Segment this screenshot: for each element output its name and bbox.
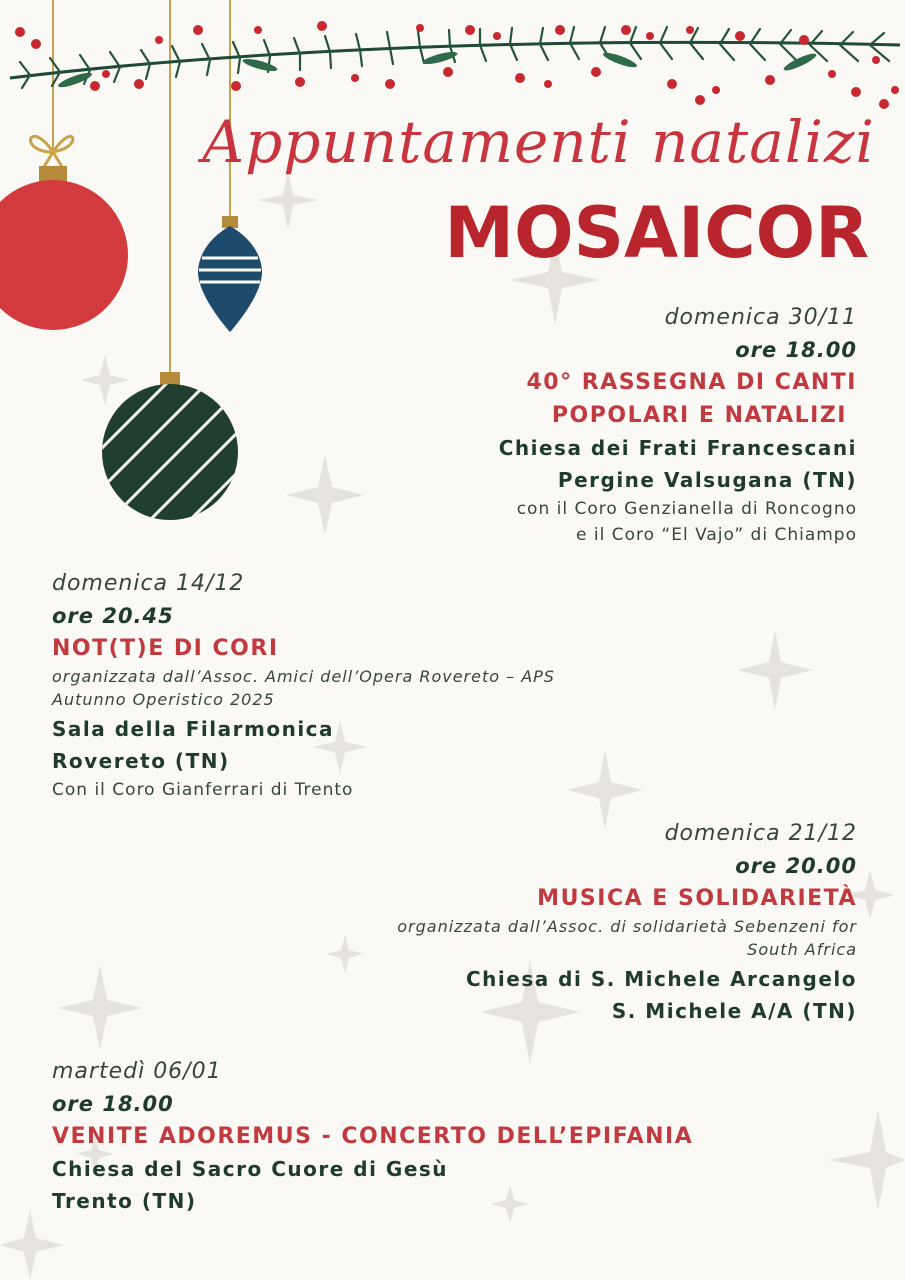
event-note-line: con il Coro Genzianella di Roncogno [516, 499, 857, 519]
event-note-line: e il Coro “El Vajo” di Chiampo [576, 525, 857, 545]
event-21-12 [397, 818, 857, 1027]
event-date: domenica 30/11 [664, 305, 857, 330]
event-06-01 [52, 1056, 693, 1217]
event-note-line: Con il Coro Gianferrari di Trento [52, 780, 354, 800]
event-date: domenica 14/12 [52, 571, 245, 596]
event-place-line: Chiesa di S. Michele Arcangelo [465, 967, 857, 991]
event-organizer-line: organizzata dall’Assoc. di solidarietà Sebenzeni for [397, 917, 857, 936]
event-time: ore 18.00 [735, 338, 857, 362]
event-place-line: Pergine Valsugana (TN) [557, 468, 857, 492]
event-title-line: 40° RASSEGNA DI CANTI [526, 370, 857, 395]
event-time: ore 20.00 [735, 854, 857, 878]
script-title: Appuntamenti natalizi [202, 108, 875, 176]
event-organizer-line: South Africa [747, 940, 857, 959]
event-title-line: VENITE ADOREMUS - CONCERTO DELL’EPIFANIA [52, 1124, 694, 1149]
event-organizer-line: Autunno Operistico 2025 [52, 690, 275, 709]
blue-drop-ornament-icon [198, 216, 262, 332]
event-title-line: MUSICA E SOLIDARIETÀ [537, 886, 857, 911]
event-place-line: Trento (TN) [52, 1189, 197, 1213]
pine-garland-icon [10, 21, 900, 109]
main-title: MOSAICOR [444, 192, 869, 274]
event-date: domenica 21/12 [664, 821, 857, 846]
event-time: ore 20.45 [52, 604, 174, 628]
event-place-line: S. Michele A/A (TN) [611, 999, 857, 1023]
event-organizer-line: organizzata dall’Assoc. Amici dell’Opera Rovereto – APS [52, 667, 555, 686]
event-place-line: Rovereto (TN) [52, 749, 230, 773]
event-14-12 [52, 568, 555, 803]
event-title-line: POPOLARI E NATALIZI [551, 403, 847, 428]
event-time: ore 18.00 [52, 1092, 174, 1116]
event-place-line: Chiesa del Sacro Cuore di Gesù [52, 1157, 449, 1181]
event-date: martedì 06/01 [52, 1059, 222, 1084]
event-place-line: Sala della Filarmonica [52, 717, 335, 741]
event-place-line: Chiesa dei Frati Francescani [498, 436, 857, 460]
red-ornament-icon [0, 136, 128, 330]
event-title-line: NOT(T)E DI CORI [52, 636, 279, 661]
event-30-11 [499, 302, 857, 548]
